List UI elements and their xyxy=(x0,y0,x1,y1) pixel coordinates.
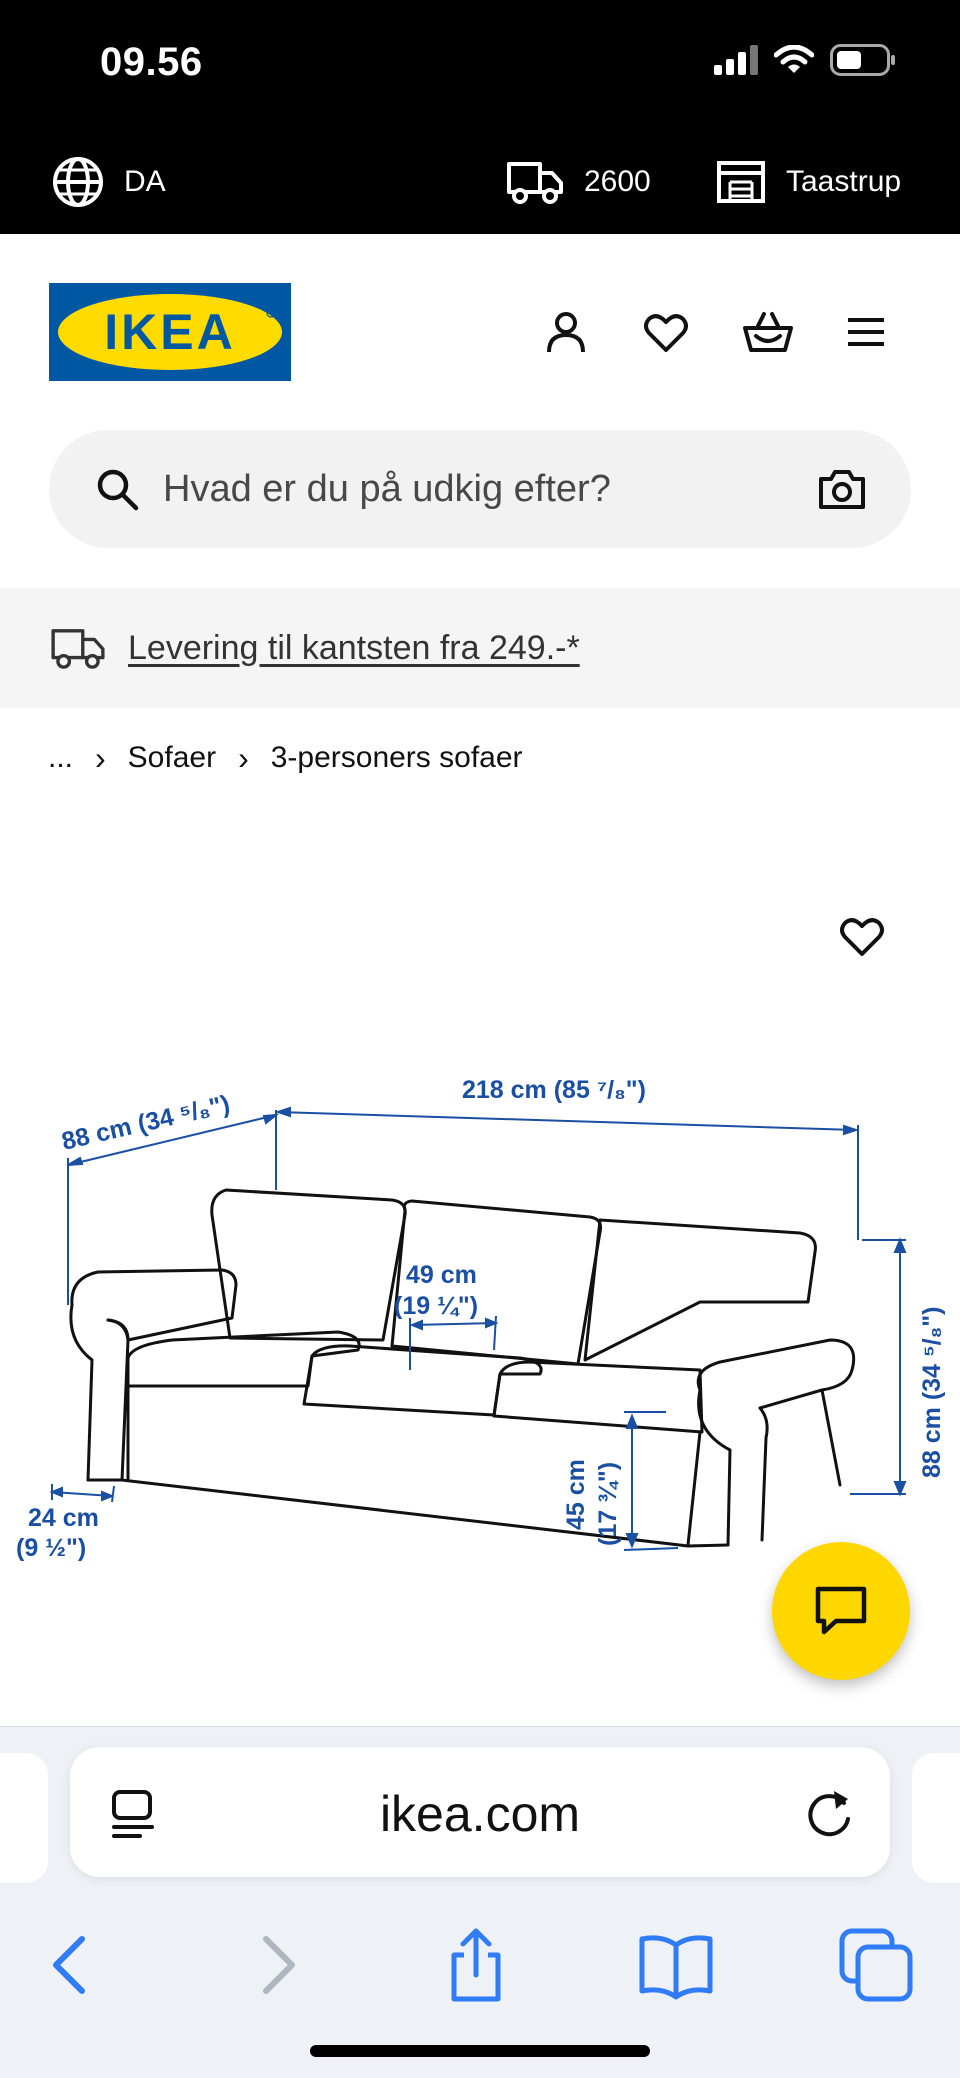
width-dimension-label: 218 cm (85 ⁷/₈") xyxy=(462,1076,646,1104)
next-tab-preview[interactable] xyxy=(912,1753,960,1883)
seat-height-value-label: 45 cm xyxy=(562,1459,590,1530)
camera-icon[interactable] xyxy=(817,467,867,511)
ikea-logo[interactable] xyxy=(49,283,291,381)
breadcrumb-item-3-personers-sofaer[interactable]: 3-personers sofaer xyxy=(270,741,523,774)
wifi-icon xyxy=(774,45,814,75)
chat-icon xyxy=(814,1585,868,1637)
search-input[interactable] xyxy=(163,468,817,511)
delivery-truck-icon xyxy=(50,626,106,670)
forward-icon[interactable] xyxy=(238,1925,318,2005)
sofa-drawing xyxy=(71,1190,854,1546)
share-icon[interactable] xyxy=(436,1925,516,2005)
delivery-promo-link[interactable]: Levering til kantsten fra 249.-* xyxy=(128,628,580,667)
store-label: Taastrup xyxy=(786,165,902,198)
status-bar xyxy=(0,0,960,130)
leg-value-label: 24 cm xyxy=(28,1504,99,1532)
breadcrumb-item-sofaer[interactable]: Sofaer xyxy=(127,741,217,774)
account-icon[interactable] xyxy=(542,308,590,356)
header-actions xyxy=(542,308,890,356)
leg-inch-label: (9 ½") xyxy=(16,1534,87,1562)
language-label: DA xyxy=(124,165,166,198)
basket-icon[interactable] xyxy=(742,308,790,356)
store-selector[interactable] xyxy=(716,130,901,234)
bookmarks-icon[interactable] xyxy=(636,1925,716,2005)
tabs-icon[interactable] xyxy=(836,1925,916,2005)
back-icon[interactable] xyxy=(30,1925,110,2005)
address-bar[interactable] xyxy=(70,1747,890,1877)
status-time: 09.56 xyxy=(100,40,203,84)
logo-text: IKEA xyxy=(104,304,236,360)
home-indicator[interactable] xyxy=(310,2045,650,2057)
language-selector[interactable] xyxy=(52,130,166,234)
delivery-promo-banner xyxy=(0,588,960,708)
chat-button[interactable] xyxy=(772,1542,910,1680)
breadcrumb xyxy=(48,738,523,778)
browser-bottom-bar xyxy=(0,1726,960,2078)
seat-width-value-label: 49 cm xyxy=(406,1261,477,1289)
add-to-favorites-icon[interactable] xyxy=(838,912,886,960)
locale-bar xyxy=(0,130,960,234)
breadcrumb-ellipsis[interactable]: ... xyxy=(48,741,74,774)
height-dimension-label: 88 cm (34 ⁵/₈") xyxy=(918,1306,946,1478)
reload-icon[interactable] xyxy=(804,1785,856,1841)
store-icon xyxy=(716,160,766,204)
status-icons xyxy=(714,44,896,76)
depth-dimension-label: 88 cm (34 ⁵/₈") xyxy=(59,1089,233,1156)
globe-icon xyxy=(52,156,104,208)
search-icon xyxy=(95,467,139,511)
breadcrumb-separator: › xyxy=(238,739,249,776)
delivery-truck-icon xyxy=(506,159,564,205)
previous-tab-preview[interactable] xyxy=(0,1753,48,1883)
signal-icon xyxy=(714,45,758,75)
product-dimension-image xyxy=(0,1040,960,1580)
postal-code-selector[interactable] xyxy=(506,130,651,234)
battery-icon xyxy=(830,44,896,76)
seat-height-inch-label: (17 ¾") xyxy=(594,1461,622,1546)
search-bar xyxy=(49,430,911,548)
seat-width-inch-label: (19 ¼") xyxy=(394,1292,479,1320)
postal-code-label: 2600 xyxy=(584,165,651,198)
breadcrumb-separator: › xyxy=(95,739,106,776)
favorites-icon[interactable] xyxy=(642,308,690,356)
address-url[interactable]: ikea.com xyxy=(379,1786,581,1842)
menu-icon[interactable] xyxy=(842,308,890,356)
site-header xyxy=(0,234,960,434)
browser-toolbar xyxy=(0,1905,960,2025)
